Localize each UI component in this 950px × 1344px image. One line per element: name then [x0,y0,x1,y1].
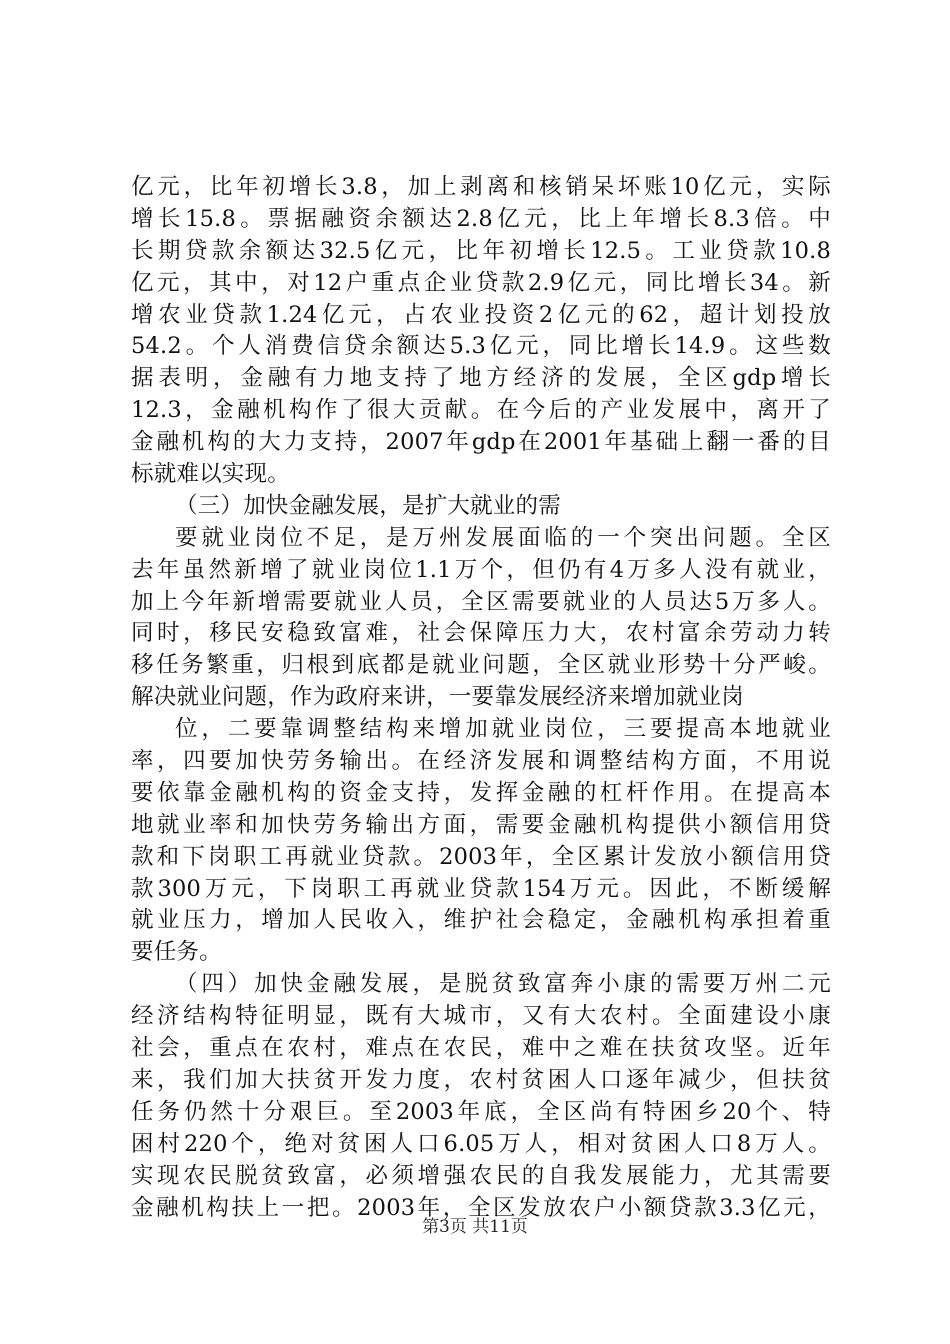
text-line: 位，二要靠调整结构来增加就业岗位，三要提高本地就业 [175,716,831,743]
text-line: 同时，移民安稳致富难，社会保障压力大，农村富余劳动力转 [131,620,831,647]
text-line: 标就难以实现。 [131,461,290,488]
text-line: 金融机构扶上一把。2003年，全区发放农户小额贷款3.3亿元， [131,1194,831,1221]
text-line: 长期贷款余额达32.5亿元，比年初增长12.5。工业贷款10.8 [131,237,831,264]
text-line: （四）加快金融发展，是脱贫致富奔小康的需要万州二元 [175,971,831,998]
text-line: 就业压力，增加人民收入，维护社会稳定，金融机构承担着重 [131,907,831,934]
text-line: 增农业贷款1.24亿元，占农业投资2亿元的62，超计划投放 [131,301,831,328]
text-line: 加上今年新增需要就业人员，全区需要就业的人员达5万多人。 [131,588,831,615]
document-body [131,172,831,1224]
text-line: 解决就业问题，作为政府来讲，一要靠发展经济来增加就业岗 [131,684,744,711]
text-line: 实现农民脱贫致富，必须增强农民的自我发展能力，尤其需要 [131,1162,831,1189]
text-line: 要任务。 [131,939,222,966]
text-line: 要依靠金融机构的资金支持，发挥金融的杠杆作用。在提高本 [131,779,831,806]
text-line: 亿元，比年初增长3.8，加上剥离和核销呆坏账10亿元，实际 [131,174,831,200]
text-line: 率，四要加快劳务输出。在经济发展和调整结构方面，不用说 [131,748,831,775]
text-line: 去年虽然新增了就业岗位1.1万个，但仍有4万多人没有就业， [131,556,831,583]
text-line: 款300万元，下岗职工再就业贷款154万元。因此，不断缓解 [131,875,831,902]
text-line: 款和下岗职工再就业贷款。2003年，全区累计发放小额信用贷 [131,843,831,870]
text-line: （三）加快金融发展，是扩大就业的需 [175,492,561,519]
text-line: 据表明，金融有力地支持了地方经济的发展，全区gdp增长 [131,365,831,392]
text-line: 12.3，金融机构作了很大贡献。在今后的产业发展中，离开了 [131,397,831,424]
text-line: 经济结构特征明显，既有大城市，又有大农村。全面建设小康 [131,1003,831,1030]
text-line: 亿元，其中，对12户重点企业贷款2.9亿元，同比增长34。新 [131,269,831,296]
text-line: 社会，重点在农村，难点在农民，难中之难在扶贫攻坚。近年 [131,1035,831,1062]
text-line: 地就业率和加快劳务输出方面，需要金融机构提供小额信用贷 [131,811,831,838]
text-line: 来，我们加大扶贫开发力度，农村贫困人口逐年减少，但扶贫 [131,1066,831,1093]
page-footer: 第3页 共11页 [422,1217,528,1237]
text-line: 增长15.8。票据融资余额达2.8亿元，比上年增长8.3倍。中 [131,205,831,232]
text-line: 困村220个，绝对贫困人口6.05万人，相对贫困人口8万人。 [131,1130,831,1157]
text-line: 移任务繁重，归根到底都是就业问题，全区就业形势十分严峻。 [131,652,831,679]
text-line: 要就业岗位不足，是万州发展面临的一个突出问题。全区 [175,524,831,551]
text-line: 任务仍然十分艰巨。至2003年底，全区尚有特困乡20个、特 [131,1098,831,1125]
text-line: 金融机构的大力支持，2007年gdp在2001年基础上翻一番的目 [131,429,831,456]
text-line: 54.2。个人消费信贷余额达5.3亿元，同比增长14.9。这些数 [131,333,831,360]
